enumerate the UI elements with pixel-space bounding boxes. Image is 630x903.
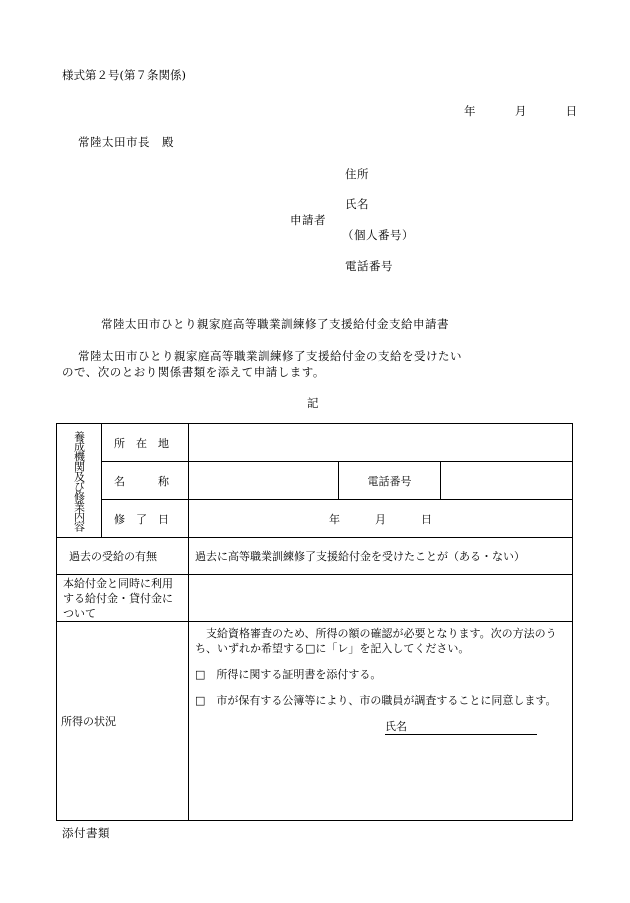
applicant-address-label: 住所 (345, 167, 369, 181)
location-field[interactable] (189, 424, 573, 462)
income-section (189, 622, 573, 821)
concurrent-label: 本給付金と同時に利用する給付金・貸付金について (57, 575, 189, 622)
completion-year: 年 (329, 512, 340, 526)
name-field[interactable] (189, 462, 339, 500)
past-receipt-label: 過去の受給の有無 (57, 538, 189, 575)
date-day: 日 (565, 104, 578, 118)
applicant-label: 申請者 (290, 213, 326, 227)
income-label: 所得の状況 (57, 622, 189, 821)
completion-month: 月 (375, 512, 386, 526)
signature-line[interactable] (385, 719, 566, 735)
completion-date-field[interactable] (189, 500, 573, 538)
option-certificate[interactable]: □ 所得に関する証明書を添付する。 (195, 668, 382, 681)
application-table (56, 423, 573, 821)
past-receipt-text: 過去に高等職業訓練修了支援給付金を受けたことが（ある・ない） (189, 538, 573, 575)
section-label: 養成機関及び修業内容 (57, 424, 102, 538)
applicant-phone-label: 電話番号 (345, 259, 393, 273)
completion-day: 日 (421, 512, 432, 526)
date-year: 年 (464, 104, 476, 118)
concurrent-field[interactable] (189, 575, 573, 622)
location-label: 所 在 地 (102, 424, 189, 462)
phone-field[interactable] (441, 462, 573, 500)
addressee: 常陸太田市長 殿 (78, 135, 174, 149)
name-label: 名 称 (102, 462, 189, 500)
completion-label: 修 了 日 (102, 500, 189, 538)
body-text-line1: 常陸太田市ひとり親家庭高等職業訓練修了支援給付金の支給を受けたい (78, 349, 462, 363)
phone-label: 電話番号 (339, 462, 441, 500)
ki-label: 記 (307, 396, 319, 410)
option-consent[interactable]: □ 市が保有する公簿等により、市の職員が調査することに同意します。 (195, 694, 557, 707)
signature-label: 氏名 (385, 719, 537, 735)
income-intro: 支給資格審査のため、所得の額の確認が必要となります。次の方法のうち、いずれか希望する□に「レ」を記入してください。 (195, 627, 557, 655)
attachments-label: 添付書類 (62, 826, 110, 840)
applicant-name-label: 氏名 (345, 197, 369, 211)
applicant-personal-number-label: （個人番号） (342, 228, 414, 242)
page-title: 常陸太田市ひとり親家庭高等職業訓練修了支援給付金支給申請書 (101, 317, 449, 331)
form-number: 様式第２号(第７条関係) (62, 68, 186, 82)
body-text-line2: ので、次のとおり関係書類を添えて申請します。 (62, 365, 325, 379)
date-month: 月 (514, 104, 527, 118)
date-line (464, 103, 577, 119)
